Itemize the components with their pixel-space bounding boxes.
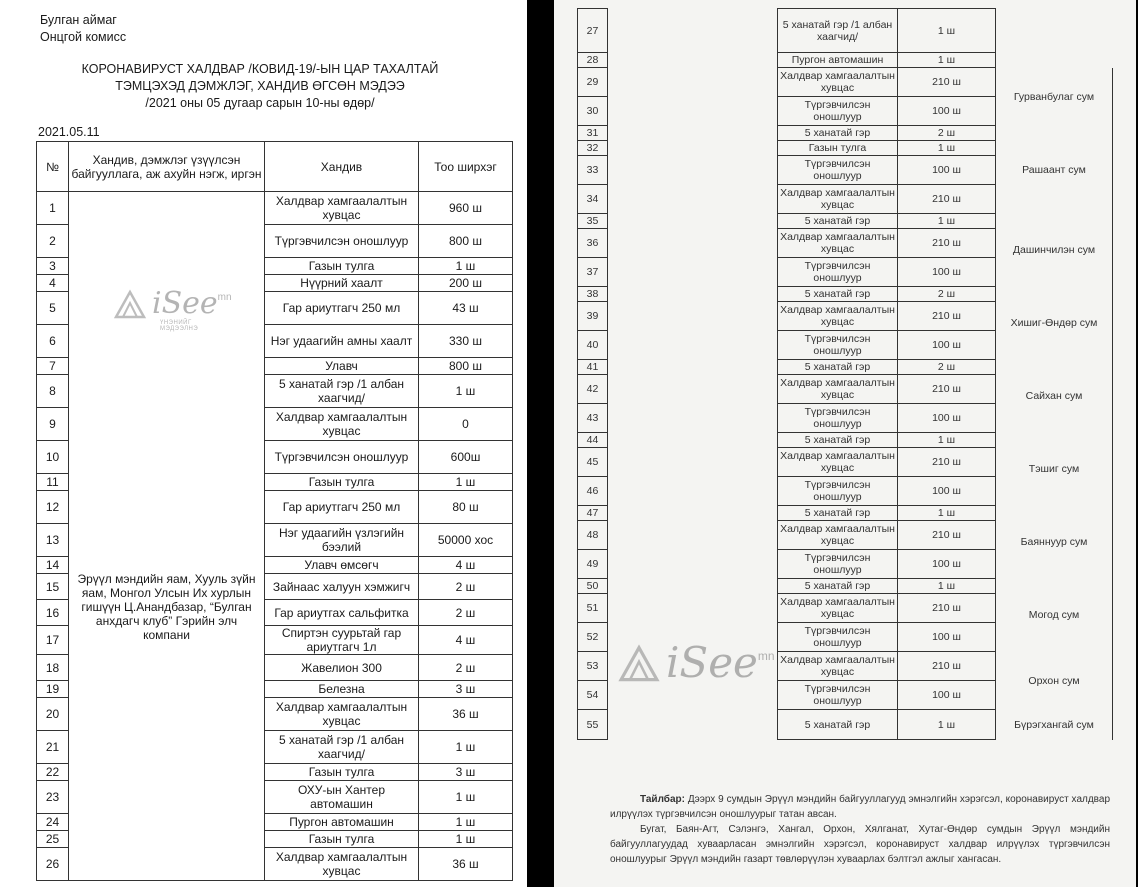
isee-logo-icon (616, 643, 662, 683)
item-quantity: 3 ш (419, 681, 513, 698)
item-name: Нүүрний хаалт (265, 275, 419, 292)
item-quantity: 1 ш (419, 258, 513, 275)
row-number: 4 (37, 275, 69, 292)
item-quantity: 2 ш (898, 360, 996, 375)
item-quantity: 1 ш (898, 9, 996, 53)
row-number: 2 (37, 225, 69, 258)
column-header: Тоо ширхэг (419, 142, 513, 192)
column-header: Хандив (265, 142, 419, 192)
table-row (578, 9, 1113, 53)
item-quantity: 210 ш (898, 375, 996, 404)
item-name: 5 ханатай гэр (778, 579, 898, 594)
row-number: 36 (578, 229, 608, 258)
watermark-brand: iSee (152, 286, 218, 321)
row-number: 20 (37, 698, 69, 731)
item-quantity: 2 ш (898, 287, 996, 302)
sum-name: Тэшиг сум (996, 433, 1113, 506)
item-quantity: 960 ш (419, 192, 513, 225)
row-number: 7 (37, 358, 69, 375)
item-name: Халдвар хамгаалалтын хувцас (265, 848, 419, 881)
sum-name: Хишиг-Өндөр сум (996, 287, 1113, 360)
row-number: 32 (578, 141, 608, 156)
item-quantity: 0 (419, 408, 513, 441)
sum-name: Гурванбулаг сум (996, 68, 1113, 126)
item-quantity: 80 ш (419, 491, 513, 524)
row-number: 3 (37, 258, 69, 275)
item-quantity: 330 ш (419, 325, 513, 358)
item-quantity: 2 ш (898, 126, 996, 141)
right-document-page (554, 0, 1136, 887)
row-number: 9 (37, 408, 69, 441)
isee-logo-icon (112, 289, 148, 319)
sum-name: Сайхан сум (996, 360, 1113, 433)
row-number: 50 (578, 579, 608, 594)
item-quantity: 800 ш (419, 225, 513, 258)
row-number: 28 (578, 53, 608, 68)
aimag-name: Булган аймаг (40, 13, 117, 27)
row-number: 39 (578, 302, 608, 331)
sum-name: Баяннуур сум (996, 506, 1113, 579)
row-number: 47 (578, 506, 608, 521)
row-number: 24 (37, 814, 69, 831)
row-number: 49 (578, 550, 608, 579)
donation-table-left (36, 141, 513, 881)
row-number: 40 (578, 331, 608, 360)
item-name: Түргэвчилсэн оношлуур (778, 404, 898, 433)
row-number: 15 (37, 574, 69, 600)
row-number: 33 (578, 156, 608, 185)
note-paragraph-2: Бугат, Баян-Агт, Сэлэнгэ, Хангал, Орхон, Хялганат, Хутаг-Өндөр сумдын Эрүүл мэндийн байгууллагуудад хуваарласан эмнэлгийн хэрэгсэл, коронавируст халдвар илрүүлэх түргэвчилсэн оношлуурыг Эрүүл мэндийн газарт төвлөрүүлэн хуваарлах бэлтгэл ажлыг хангасан. (610, 824, 1110, 865)
row-number: 26 (37, 848, 69, 881)
item-name: Газын тулга (265, 764, 419, 781)
row-number: 43 (578, 404, 608, 433)
watermark-suffix: mn (217, 292, 232, 303)
item-name: Халдвар хамгаалалтын хувцас (778, 652, 898, 681)
item-name: Улавч өмсөгч (265, 557, 419, 574)
row-number: 48 (578, 521, 608, 550)
item-quantity: 2 ш (419, 600, 513, 626)
item-quantity: 210 ш (898, 68, 996, 97)
aimag-header (40, 12, 126, 46)
item-name: 5 ханатай гэр (778, 506, 898, 521)
document-title (40, 61, 480, 112)
item-quantity: 1 ш (898, 579, 996, 594)
item-name: Халдвар хамгаалалтын хувцас (778, 68, 898, 97)
row-number: 44 (578, 433, 608, 448)
item-name: Халдвар хамгаалалтын хувцас (265, 698, 419, 731)
item-name: 5 ханатай гэр /1 албан хаагчид/ (265, 375, 419, 408)
item-name: Улавч (265, 358, 419, 375)
item-name: 5 ханатай гэр (778, 214, 898, 229)
item-name: Түргэвчилсэн оношлуур (778, 550, 898, 579)
item-name: Пургон автомашин (265, 814, 419, 831)
item-name: Газын тулга (265, 474, 419, 491)
title-line-2: ТЭМЦЭХЭД ДЭМЖЛЭГ, ХАНДИВ ӨГСӨН МЭДЭЭ (115, 79, 405, 93)
item-quantity: 210 ш (898, 185, 996, 214)
item-name: Халдвар хамгаалалтын хувцас (778, 229, 898, 258)
row-number: 8 (37, 375, 69, 408)
item-name: Халдвар хамгаалалтын хувцас (778, 375, 898, 404)
row-number: 1 (37, 192, 69, 225)
item-name: Пургон автомашин (778, 53, 898, 68)
row-number: 30 (578, 97, 608, 126)
sum-name: Бүрэгхангай сум (996, 710, 1113, 740)
item-quantity: 1 ш (898, 433, 996, 448)
item-name: 5 ханатай гэр (778, 433, 898, 448)
item-name: Нэг удаагийн амны хаалт (265, 325, 419, 358)
item-name: Халдвар хамгаалалтын хувцас (778, 521, 898, 550)
item-name: Зайнаас халуун хэмжигч (265, 574, 419, 600)
item-quantity: 100 ш (898, 331, 996, 360)
item-name: Түргэвчилсэн оношлуур (778, 681, 898, 710)
row-number: 35 (578, 214, 608, 229)
item-quantity: 1 ш (419, 375, 513, 408)
row-number: 23 (37, 781, 69, 814)
column-header: Хандив, дэмжлэг үзүүлсэн байгууллага, аж ахуйн нэгж, иргэн (69, 142, 265, 192)
note-paragraph-1: Дээрх 9 сумдын Эрүүл мэндийн байгууллагууд эмнэлгийн хэрэгсэл, коронавируст халдвар илрүүлэх түргэвчилсэн оношлуурыг татан авсан. (610, 794, 1111, 820)
item-name: Түргэвчилсэн оношлуур (265, 225, 419, 258)
item-quantity: 1 ш (898, 53, 996, 68)
item-quantity: 210 ш (898, 652, 996, 681)
sum-name: Дашинчилэн сум (996, 214, 1113, 287)
item-name: Газын тулга (265, 831, 419, 848)
row-number: 54 (578, 681, 608, 710)
item-quantity: 3 ш (419, 764, 513, 781)
item-name: Түргэвчилсэн оношлуур (778, 331, 898, 360)
row-number: 27 (578, 9, 608, 53)
item-quantity: 50000 хос (419, 524, 513, 557)
item-name: Гар ариутгах сальфитка (265, 600, 419, 626)
item-name: Түргэвчилсэн оношлуур (265, 441, 419, 474)
row-number: 38 (578, 287, 608, 302)
item-quantity: 100 ш (898, 681, 996, 710)
isee-watermark-right (616, 638, 775, 687)
item-name: Нэг удаагийн үзлэгийн бээлий (265, 524, 419, 557)
item-quantity: 100 ш (898, 623, 996, 652)
item-name: Белезна (265, 681, 419, 698)
row-number: 21 (37, 731, 69, 764)
item-quantity: 4 ш (419, 626, 513, 655)
sum-name: Могод сум (996, 579, 1113, 652)
item-quantity: 43 ш (419, 292, 513, 325)
item-quantity: 36 ш (419, 698, 513, 731)
row-number: 34 (578, 185, 608, 214)
item-name: ОХУ-ын Хантер автомашин (265, 781, 419, 814)
item-name: Спиртэн суурьтай гар ариутгагч 1л (265, 626, 419, 655)
item-quantity: 1 ш (898, 141, 996, 156)
row-number: 52 (578, 623, 608, 652)
donor-cell: Эрүүл мэндийн яам, Хууль зүйн яам, Монгол Улсын Их хурлын гишүүн Ц.Анандбазар, “Булган анхдагч клуб” Гэрийн элч компани (69, 192, 265, 881)
item-quantity: 100 ш (898, 404, 996, 433)
item-quantity: 200 ш (419, 275, 513, 292)
item-name: 5 ханатай гэр (778, 126, 898, 141)
item-quantity: 36 ш (419, 848, 513, 881)
item-quantity: 1 ш (898, 710, 996, 740)
isee-watermark-left (112, 286, 232, 332)
item-name: Гар ариутгагч 250 мл (265, 491, 419, 524)
row-number: 55 (578, 710, 608, 740)
donor-cell-continued (608, 9, 778, 740)
row-number: 19 (37, 681, 69, 698)
donation-table-right (577, 8, 1113, 740)
item-name: 5 ханатай гэр (778, 710, 898, 740)
commission-name: Онцгой комисс (40, 30, 127, 44)
item-quantity: 100 ш (898, 258, 996, 287)
item-name: Түргэвчилсэн оношлуур (778, 258, 898, 287)
item-quantity: 210 ш (898, 302, 996, 331)
row-number: 51 (578, 594, 608, 623)
title-line-1: КОРОНАВИРУСТ ХАЛДВАР /КОВИД-19/-ЫН ЦАР ТАХАЛТАЙ (81, 62, 439, 76)
item-name: Түргэвчилсэн оношлуур (778, 477, 898, 506)
item-name: Түргэвчилсэн оношлуур (778, 97, 898, 126)
row-number: 17 (37, 626, 69, 655)
item-name: Халдвар хамгаалалтын хувцас (778, 185, 898, 214)
item-name: Түргэвчилсэн оношлуур (778, 156, 898, 185)
item-name: Халдвар хамгаалалтын хувцас (265, 408, 419, 441)
row-number: 29 (578, 68, 608, 97)
row-number: 45 (578, 448, 608, 477)
item-name: Халдвар хамгаалалтын хувцас (778, 302, 898, 331)
watermark-tagline: ҮНЭНИЙГ МЭДЭЭЛНЭ (160, 320, 199, 332)
title-line-3: /2021 оны 05 дугаар сарын 10-ны өдөр/ (145, 96, 375, 110)
row-number: 10 (37, 441, 69, 474)
row-number: 22 (37, 764, 69, 781)
item-quantity: 100 ш (898, 97, 996, 126)
item-quantity: 2 ш (419, 655, 513, 681)
item-quantity: 100 ш (898, 550, 996, 579)
sum-cell-empty (996, 9, 1113, 68)
item-quantity: 1 ш (419, 831, 513, 848)
item-quantity: 2 ш (419, 574, 513, 600)
table-row (37, 192, 513, 225)
row-number: 14 (37, 557, 69, 574)
item-quantity: 1 ш (419, 474, 513, 491)
item-name: Халдвар хамгаалалтын хувцас (778, 594, 898, 623)
item-name: Газын тулга (778, 141, 898, 156)
row-number: 53 (578, 652, 608, 681)
item-name: 5 ханатай гэр /1 албан хаагчид/ (265, 731, 419, 764)
sum-name: Орхон сум (996, 652, 1113, 710)
item-name: Халдвар хамгаалалтын хувцас (265, 192, 419, 225)
watermark-brand: iSee (666, 638, 758, 687)
item-name: Жавелион 300 (265, 655, 419, 681)
item-quantity: 1 ш (419, 814, 513, 831)
note-label: Тайлбар: (640, 794, 685, 805)
left-document-page (0, 0, 527, 887)
item-quantity: 800 ш (419, 358, 513, 375)
item-quantity: 4 ш (419, 557, 513, 574)
row-number: 12 (37, 491, 69, 524)
report-date: 2021.05.11 (38, 125, 100, 139)
item-name: Газын тулга (265, 258, 419, 275)
row-number: 31 (578, 126, 608, 141)
item-name: Гар ариутгагч 250 мл (265, 292, 419, 325)
item-quantity: 1 ш (898, 506, 996, 521)
item-quantity: 210 ш (898, 594, 996, 623)
item-name: 5 ханатай гэр /1 албан хаагчид/ (778, 9, 898, 53)
explanation-note (610, 792, 1110, 867)
row-number: 13 (37, 524, 69, 557)
item-quantity: 210 ш (898, 448, 996, 477)
row-number: 42 (578, 375, 608, 404)
item-name: Халдвар хамгаалалтын хувцас (778, 448, 898, 477)
row-number: 37 (578, 258, 608, 287)
row-number: 46 (578, 477, 608, 506)
item-quantity: 600ш (419, 441, 513, 474)
row-number: 11 (37, 474, 69, 491)
item-quantity: 210 ш (898, 229, 996, 258)
item-name: 5 ханатай гэр (778, 360, 898, 375)
row-number: 41 (578, 360, 608, 375)
item-name: 5 ханатай гэр (778, 287, 898, 302)
item-name: Түргэвчилсэн оношлуур (778, 623, 898, 652)
item-quantity: 1 ш (419, 731, 513, 764)
item-quantity: 210 ш (898, 521, 996, 550)
item-quantity: 100 ш (898, 477, 996, 506)
item-quantity: 1 ш (419, 781, 513, 814)
item-quantity: 1 ш (898, 214, 996, 229)
item-quantity: 100 ш (898, 156, 996, 185)
row-number: 25 (37, 831, 69, 848)
row-number: 5 (37, 292, 69, 325)
sum-name: Рашаант сум (996, 126, 1113, 214)
row-number: 6 (37, 325, 69, 358)
watermark-suffix: mn (757, 648, 775, 663)
column-header: № (37, 142, 69, 192)
row-number: 18 (37, 655, 69, 681)
row-number: 16 (37, 600, 69, 626)
